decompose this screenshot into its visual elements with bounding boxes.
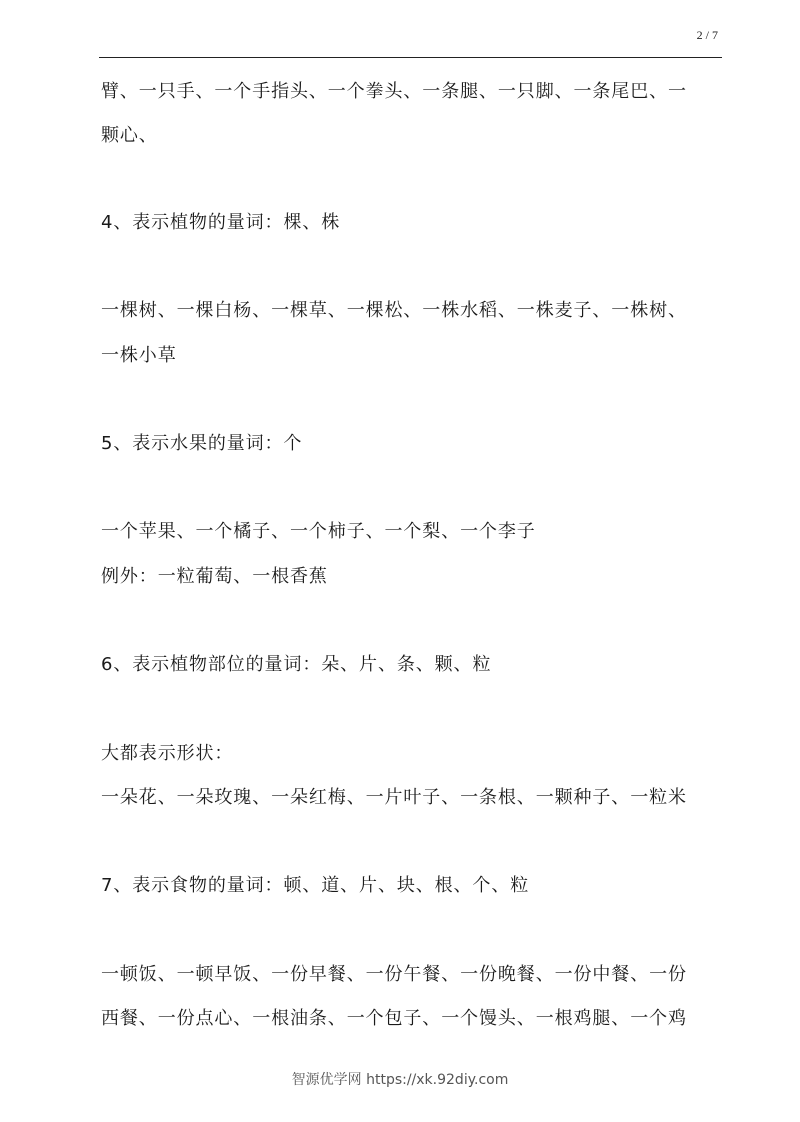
text-line: 一株小草 [101, 345, 177, 366]
text-line: 西餐、一份点心、一根油条、一个包子、一个馒头、一根鸡腿、一个鸡 [101, 1008, 687, 1029]
page-number: 2 / 7 [696, 28, 718, 42]
text-line: 一顿饭、一顿早饭、一份早餐、一份午餐、一份晚餐、一份中餐、一份 [101, 964, 687, 985]
text-line: 一棵树、一棵白杨、一棵草、一棵松、一株水稻、一株麦子、一株树、 [101, 300, 687, 321]
text-line: 颗心、 [101, 125, 158, 146]
text-line: 例外：一粒葡萄、一根香蕉 [101, 566, 328, 587]
footer-watermark: 智源优学网 https://xk.92diy.com [291, 1072, 509, 1088]
header-rule [99, 57, 722, 58]
text-line: 臂、一只手、一个手指头、一个拳头、一条腿、一只脚、一条尾巴、一 [101, 81, 687, 102]
text-line: 一朵花、一朵玫瑰、一朵红梅、一片叶子、一条根、一颗种子、一粒米 [101, 787, 687, 808]
section-heading: 4、表示植物的量词：棵、株 [101, 212, 341, 233]
text-line: 一个苹果、一个橘子、一个柿子、一个梨、一个李子 [101, 521, 536, 542]
text-line: 大都表示形状： [101, 743, 234, 764]
section-heading: 7、表示食物的量词：顿、道、片、块、根、个、粒 [101, 875, 530, 896]
section-heading: 6、表示植物部位的量词：朵、片、条、颗、粒 [101, 654, 492, 675]
section-heading: 5、表示水果的量词：个 [101, 433, 303, 454]
